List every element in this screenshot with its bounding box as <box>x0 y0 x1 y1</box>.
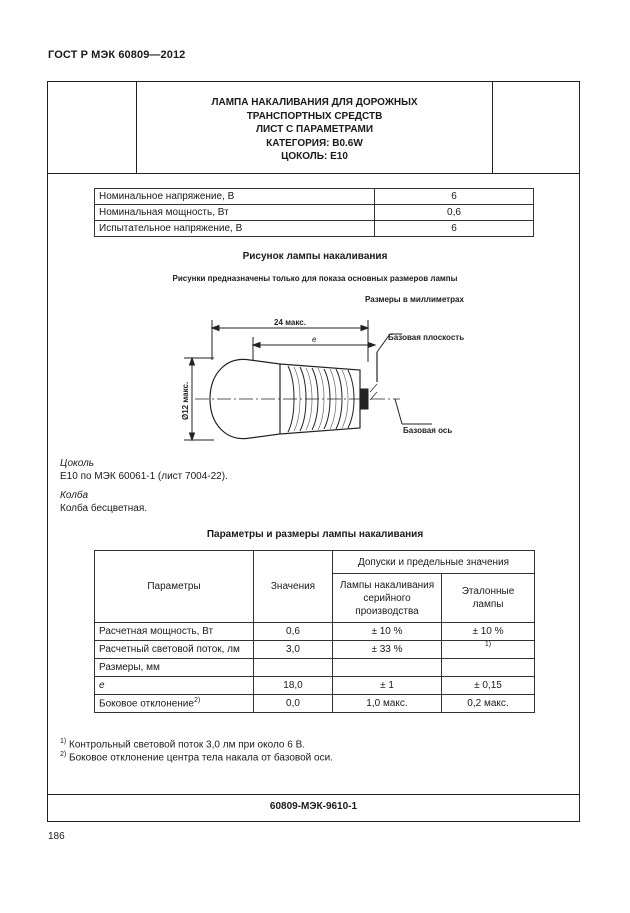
param-value: 0,6 <box>254 623 333 641</box>
sheet-title <box>137 96 492 164</box>
table-row <box>95 695 535 713</box>
dim-diameter-label: Ø12 макс. <box>181 381 190 420</box>
title-line: ЛИСТ С ПАРАМЕТРАМИ <box>255 124 374 135</box>
rating-value: 6 <box>375 189 534 205</box>
param-name: Расчетный световой поток, лм <box>95 641 254 659</box>
header-divider <box>47 173 580 174</box>
table-row <box>95 641 535 659</box>
units-note: Размеры в миллиметрах <box>365 295 464 304</box>
param-value: 0,0 <box>254 695 333 713</box>
param-serial: ± 10 % <box>333 623 442 641</box>
footnote <box>60 738 305 750</box>
ref-plane-label: Базовая плоскость <box>388 333 465 342</box>
table-row <box>95 205 534 221</box>
param-serial: ± 33 % <box>333 641 442 659</box>
footnote-mark: 2) <box>193 697 201 705</box>
table-row <box>95 677 535 695</box>
param-value: 3,0 <box>254 641 333 659</box>
params-table-title: Параметры и размеры лампы накаливания <box>206 529 424 540</box>
footnote-mark: 1) <box>60 738 67 745</box>
param-reference: ± 10 % <box>442 623 535 641</box>
header-tolerances: Допуски и предельные значения <box>333 551 535 574</box>
rating-value: 0,6 <box>375 205 534 221</box>
header-param: Параметры <box>95 551 254 623</box>
dim-length-label: 24 макс. <box>274 318 306 327</box>
cap-text: E10 по МЭК 60061-1 (лист 7004-22). <box>60 471 228 482</box>
rating-label: Испытательное напряжение, В <box>95 221 375 237</box>
table-row <box>95 659 535 677</box>
param-name: e <box>95 677 254 695</box>
arrow-icon <box>190 358 195 365</box>
footer-divider <box>47 794 580 795</box>
header-serial: Лампы накаливания серийного производства <box>333 574 442 623</box>
footnote-text: Контрольный световой поток 3,0 лм при около 6 В. <box>69 739 306 751</box>
param-name: Размеры, мм <box>95 659 254 677</box>
param-name: Боковое отклонение <box>99 698 194 710</box>
arrow-icon <box>361 326 368 331</box>
page-number: 186 <box>48 831 65 842</box>
param-serial: 1,0 макс. <box>333 695 442 713</box>
param-name: Расчетная мощность, Вт <box>95 623 254 641</box>
sheet-code: 60809-МЭК-9610-1 <box>269 801 358 812</box>
table-row <box>95 623 535 641</box>
param-reference: ± 0,15 <box>442 677 535 695</box>
params-table <box>94 550 535 713</box>
param-reference <box>442 659 535 677</box>
hatch-line <box>370 384 377 392</box>
footnote <box>60 751 333 763</box>
footnote-mark: 2) <box>60 751 67 758</box>
ref-axis-label: Базовая ось <box>403 426 453 435</box>
title-line: КАТЕГОРИЯ: B0.6W <box>266 137 363 149</box>
title-line: ТРАНСПОРТНЫХ СРЕДСТВ <box>246 110 383 122</box>
arrow-icon <box>368 343 375 348</box>
bulb-heading: Колба <box>60 490 89 501</box>
rating-value: 6 <box>375 221 534 237</box>
document-code: ГОСТ Р МЭК 60809—2012 <box>48 49 186 61</box>
lamp-drawing <box>170 312 490 462</box>
title-line: ЦОКОЛЬ: E10 <box>281 151 348 162</box>
bulb-text: Колба бесцветная. <box>60 503 148 514</box>
title-line: ЛАМПА НАКАЛИВАНИЯ ДЛЯ ДОРОЖНЫХ <box>211 97 418 108</box>
param-serial <box>333 659 442 677</box>
header-value: Значения <box>254 551 333 623</box>
arrow-icon <box>212 326 219 331</box>
param-name-cell <box>95 695 254 713</box>
rating-label: Номинальное напряжение, В <box>95 189 375 205</box>
leader-line <box>395 399 402 424</box>
arrow-icon <box>253 343 260 348</box>
table-row <box>95 221 534 237</box>
param-value: 18,0 <box>254 677 333 695</box>
ratings-table <box>94 188 534 237</box>
param-reference: 1) <box>442 641 535 659</box>
header-right-cell <box>492 81 580 174</box>
table-header-row <box>95 551 535 574</box>
arrow-icon <box>190 433 195 440</box>
cap-heading: Цоколь <box>60 458 95 469</box>
header-reference: Эталонные лампы <box>442 574 535 623</box>
rating-label: Номинальная мощность, Вт <box>95 205 375 221</box>
figure-note: Рисунки предназначены только для показа основных размеров лампы <box>172 274 458 283</box>
param-serial: ± 1 <box>333 677 442 695</box>
table-row <box>95 189 534 205</box>
footnote-text: Боковое отклонение центра тела накала от базовой оси. <box>69 752 333 764</box>
figure-title: Рисунок лампы накаливания <box>242 251 388 262</box>
param-value <box>254 659 333 677</box>
dim-e-label: e <box>312 335 317 344</box>
param-reference: 0,2 макс. <box>442 695 535 713</box>
header-left-cell <box>47 81 137 174</box>
